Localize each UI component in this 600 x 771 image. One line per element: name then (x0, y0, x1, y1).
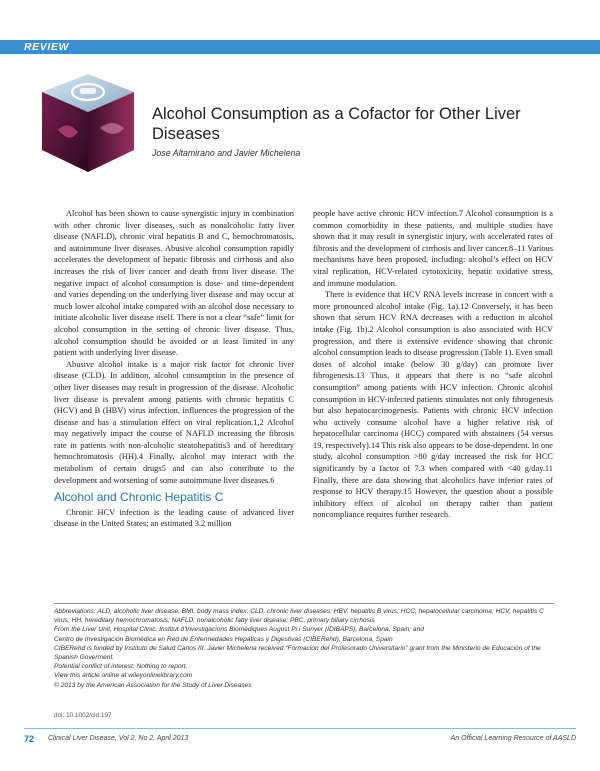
footnote-online-link[interactable]: View this article online at wileyonlinelibrary.com (54, 672, 193, 680)
left-column (54, 208, 294, 530)
footer-resource-note: An Official Learning Resource of AASLD (450, 735, 576, 742)
body-paragraph: Chronic HCV infection is the leading cause of advanced liver disease in the United States; an estimated 3.2 million (54, 507, 294, 529)
footnote-copyright: © 2013 by the American Association for the Study of Liver Diseases (54, 681, 252, 689)
article-title: Alcohol Consumption as a Cofactor for Other Liver Diseases (152, 105, 521, 143)
section-heading: Alcohol and Chronic Hepatitis C (54, 490, 224, 505)
body-paragraph: people have active chronic HCV infection.7 Alcohol consumption is a common comorbidity in these patients, and multiple studies have shown that it may result in synergistic injury, with accelerated rates of fibrosis and the development of cirrhosis and liver cancer.8–11 Various mechanisms have been proposed, including: alcohol’s effect on HCV viral replication, HCV-related cytotoxicity, hepatic oxidative stress, and immune modulation. (313, 209, 553, 288)
footnote-affiliation: Centro de Investigación Biomédica en Red de Enfermedades Hepáticas y Digestivas (CIBERehd), Barcelona, Spain (54, 635, 393, 643)
body-paragraph: There is evidence that HCV RNA levels increase in concert with a more pronounced alcohol intake (Fig. 1a).12 Conversely, it has been shown that serum HCV RNA decreases with a reduction in alcohol intake (Fig. 1b).2 Alcohol consumption is also associated with HCV progression, and there is extensive evidence showing that chronic alcohol consumption leads to disease progression (Table 1). Even small doses of alcohol intake (below 30 g/day) can promote liver fibrogenesis.13 Thus, it appears that there is no “safe alcohol consumption” among patients with HCV infection. Chronic alcohol consumption in HCV-infected patients stimulates not only fibrogenesis but also hepatocarcinogenesis. Patients with chronic HCV infection who actively consume alcohol have a higher relative risk of hepatocellular carcinoma (HCC) compared with abstainers (54 versus 19, respectively).14 This risk also appears to be dose-dependent. In one study, alcohol consumption >80 g/day increased the risk for HCC significantly by a factor of 7.3 when compared with <40 g/day.11 Finally, there are data showing that alcoholics have inferior rates of response to HCV therapy.15 However, the question about a possible inhibitory effect of alcohol on therapy rather than patient noncompliance requires further research. (313, 290, 553, 520)
footnote-divider (54, 603, 554, 604)
journal-citation: Clinical Liver Disease, Vol 2, No 2, April 2013 (48, 735, 189, 742)
footnote-abbreviations: Abbreviations: ALD, alcoholic liver disease; BMI, body mass index; CLD, chronic liver diseases; HBV, hepatitis B virus; HCC, hepatocellular carcinoma; HCV, hepatitis C virus; HH, hereditary hemochromatosis; NAFLD, nonalcoholic fatty liver disease; PBC, primary biliary cirrhosis (54, 608, 544, 625)
body-paragraph: Alcohol has been shown to cause synergistic injury in combination with other chronic liver diseases, such as nonalcoholic fatty liver disease (NAFLD), chronic viral hepatitis B and C, hemochromatosis, and autoimmune liver diseases. Abusive alcohol consumption rapidly accelerates the development of hepatic fibrosis and cirrhosis and also increases the risk of liver cancer and death from liver disease. The negative impact of alcohol consumption is dose- and time-dependent and varies depending on the underlying liver disease and may occur at much lower alcohol intake compared with an alcohol dose necessary to initiate alcoholic liver disease itself. There is not a clear “safe” limit for alcohol consumption in the setting of chronic liver disease. Thus, alcohol consumption should be avoided or at least limited in any patient with underlying liver disease. (54, 209, 294, 358)
body-paragraph: Abusive alcohol intake is a major risk factor for chronic liver disease (CLD). In addition, alcohol consumption in the presence of other liver diseases may result in progression of the disease. Alcoholic liver disease is prevalent among patients with chronic hepatitis C (HCV) and B (HBV) virus infection, influences the progression of the disease and has a stimulation effect on viral replication.1,2 Alcohol may negatively impact the course of NAFLD increasing the fibrosis rate in patients with non-alcoholic steatohepatitis3 and of hereditary hemochromatosis (HH).4 Finally, alcohol may interact with the metabolism of certain drugs5 and can also contribute to the development and worsening of some autoimmune liver diseases.6 (54, 359, 294, 485)
right-column (313, 208, 553, 521)
page-number: 72 (24, 734, 35, 744)
footer-divider (24, 728, 576, 729)
footnote-conflict: Potential conflict of interest: Nothing to report. (54, 663, 188, 671)
section-banner (0, 40, 600, 54)
doi[interactable]: doi: 10.1002/cld.197 (54, 712, 112, 719)
section-label: REVIEW (24, 41, 70, 53)
footnote-affiliation: From the Liver Unit, Hospital Clinic, Institut d’Investigacions Biomèdiques August Pi i Sunyer (IDIBAPS), Barcelona, Spain; and (54, 626, 424, 634)
footnotes (54, 607, 554, 690)
article-authors: Jose Altamirano and Javier Michelena (152, 148, 301, 158)
journal-cube-logo (38, 70, 138, 176)
footnote-funding: CIBERehd is funded by Instituto de Salud Carlos III. Javier Michelena received “Formación del Profesorado Universitario” grant from the Ministerio de Educación of the Spanish Goverment. (54, 644, 541, 662)
